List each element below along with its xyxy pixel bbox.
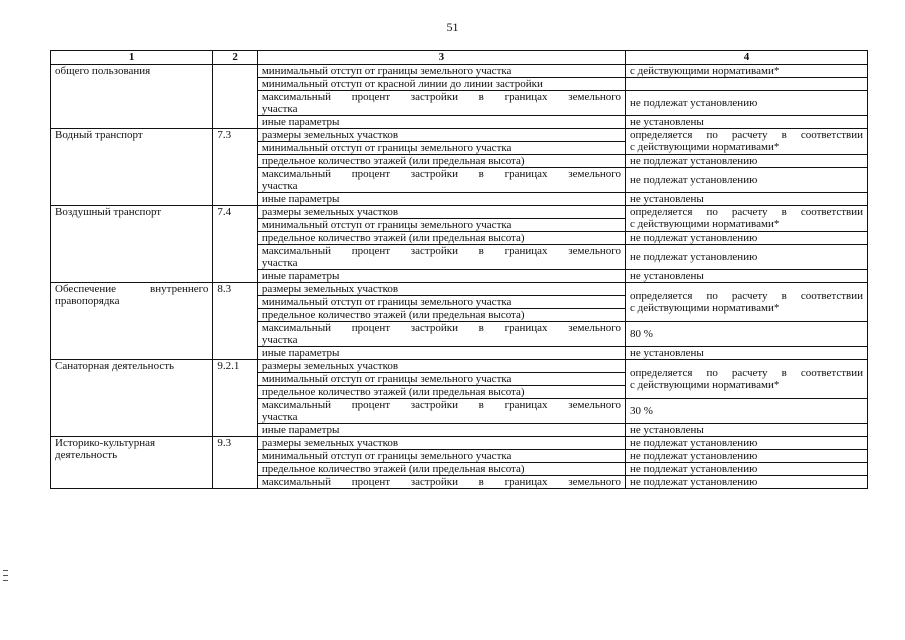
regulations-table <box>50 50 868 489</box>
param-cell: размеры земельных участков <box>257 283 625 296</box>
param-line: участка <box>261 411 298 423</box>
value-cell: не подлежат установлению <box>625 450 867 463</box>
param-line: участка <box>261 334 298 346</box>
use-type-cell: Санаторная деятельность <box>51 360 213 437</box>
param-cell <box>257 322 625 347</box>
use-type-cell: общего пользования <box>51 65 213 129</box>
table-row <box>51 206 868 219</box>
param-line: максимальный процент застройки в границах земельного <box>261 245 621 257</box>
value-cell: не подлежат установлению <box>625 476 867 489</box>
page-number: 51 <box>446 20 459 34</box>
param-cell: размеры земельных участков <box>257 129 625 142</box>
param-line: участка <box>261 103 298 115</box>
use-code-cell: 8.3 <box>213 283 257 360</box>
value-cell: не установлены <box>625 424 867 437</box>
use-type-line: правопорядка <box>55 295 120 307</box>
value-line: с действующими нормативами* <box>629 218 780 230</box>
table-row <box>51 129 868 142</box>
param-cell: минимальный отступ от границы земельного участка <box>257 65 625 78</box>
value-cell: не подлежат установлению <box>625 463 867 476</box>
value-cell: не подлежат установлению <box>625 91 867 116</box>
param-cell: предельное количество этажей (или предельная высота) <box>257 232 625 245</box>
use-code-cell: 7.4 <box>213 206 257 283</box>
param-cell: иные параметры <box>257 424 625 437</box>
param-cell: максимальный процент застройки в границах земельного <box>257 476 625 489</box>
use-code-cell: 9.3 <box>213 437 257 489</box>
param-cell: предельное количество этажей (или предельная высота) <box>257 155 625 168</box>
column-header-2: 2 <box>213 51 257 65</box>
param-cell: иные параметры <box>257 347 625 360</box>
value-cell <box>625 360 867 399</box>
header-row <box>51 51 868 65</box>
param-cell: предельное количество этажей (или предельная высота) <box>257 309 625 322</box>
param-cell: минимальный отступ от красной линии до линии застройки <box>257 78 625 91</box>
param-cell: размеры земельных участков <box>257 437 625 450</box>
value-cell: 30 % <box>625 399 867 424</box>
param-cell: иные параметры <box>257 270 625 283</box>
value-line: определяется по расчету в соответствии <box>629 129 863 141</box>
value-cell <box>625 78 867 91</box>
value-cell: не подлежат установлению <box>625 168 867 193</box>
use-type-cell: Водный транспорт <box>51 129 213 206</box>
param-line: максимальный процент застройки в границах земельного <box>261 168 621 180</box>
param-cell: предельное количество этажей (или предельная высота) <box>257 386 625 399</box>
value-cell: не подлежат установлению <box>625 155 867 168</box>
table-row <box>51 65 868 78</box>
table-row <box>51 437 868 450</box>
value-cell <box>625 283 867 322</box>
use-code-cell: 7.3 <box>213 129 257 206</box>
param-cell <box>257 245 625 270</box>
value-cell <box>625 129 867 155</box>
param-cell <box>257 399 625 424</box>
use-type-line: деятельность <box>55 449 118 461</box>
value-line: с действующими нормативами* <box>629 141 780 153</box>
column-header-3: 3 <box>257 51 625 65</box>
param-line: максимальный процент застройки в границах земельного <box>261 91 621 103</box>
column-header-1: 1 <box>51 51 213 65</box>
param-cell: минимальный отступ от границы земельного участка <box>257 296 625 309</box>
param-line: участка <box>261 180 298 192</box>
use-type-cell <box>51 283 213 360</box>
param-cell: иные параметры <box>257 116 625 129</box>
use-code-cell <box>213 65 257 129</box>
use-type-line: Обеспечение внутреннего <box>55 283 209 295</box>
value-cell: не установлены <box>625 347 867 360</box>
value-cell: не установлены <box>625 116 867 129</box>
param-cell <box>257 168 625 193</box>
use-type-line: Историко-культурная <box>55 437 156 449</box>
param-cell: предельное количество этажей (или предельная высота) <box>257 463 625 476</box>
use-type-cell <box>51 437 213 489</box>
value-line: определяется по расчету в соответствии <box>629 206 863 218</box>
param-line: участка <box>261 257 298 269</box>
param-cell: минимальный отступ от границы земельного участка <box>257 142 625 155</box>
param-cell: иные параметры <box>257 193 625 206</box>
column-header-4: 4 <box>625 51 867 65</box>
value-line: определяется по расчету в соответствии <box>629 290 863 302</box>
value-line: определяется по расчету в соответствии <box>629 367 863 379</box>
value-cell: не подлежат установлению <box>625 437 867 450</box>
scan-edge-mark <box>3 580 8 581</box>
scan-edge-mark <box>3 570 8 571</box>
value-cell <box>625 206 867 232</box>
table-row <box>51 360 868 373</box>
use-code-cell: 9.2.1 <box>213 360 257 437</box>
value-line: с действующими нормативами* <box>629 379 780 391</box>
value-cell: с действующими нормативами* <box>625 65 867 78</box>
param-cell <box>257 91 625 116</box>
param-cell: минимальный отступ от границы земельного участка <box>257 219 625 232</box>
value-cell: не установлены <box>625 193 867 206</box>
param-cell: размеры земельных участков <box>257 206 625 219</box>
value-line: с действующими нормативами* <box>629 302 780 314</box>
value-cell: 80 % <box>625 322 867 347</box>
param-cell: минимальный отступ от границы земельного участка <box>257 373 625 386</box>
param-cell: размеры земельных участков <box>257 360 625 373</box>
value-cell: не подлежат установлению <box>625 245 867 270</box>
value-cell: не установлены <box>625 270 867 283</box>
param-line: максимальный процент застройки в границах земельного <box>261 322 621 334</box>
table-row <box>51 283 868 296</box>
param-cell: минимальный отступ от границы земельного участка <box>257 450 625 463</box>
scan-edge-mark <box>3 575 8 576</box>
use-type-cell: Воздушный транспорт <box>51 206 213 283</box>
value-cell: не подлежат установлению <box>625 232 867 245</box>
param-line: максимальный процент застройки в границах земельного <box>261 399 621 411</box>
